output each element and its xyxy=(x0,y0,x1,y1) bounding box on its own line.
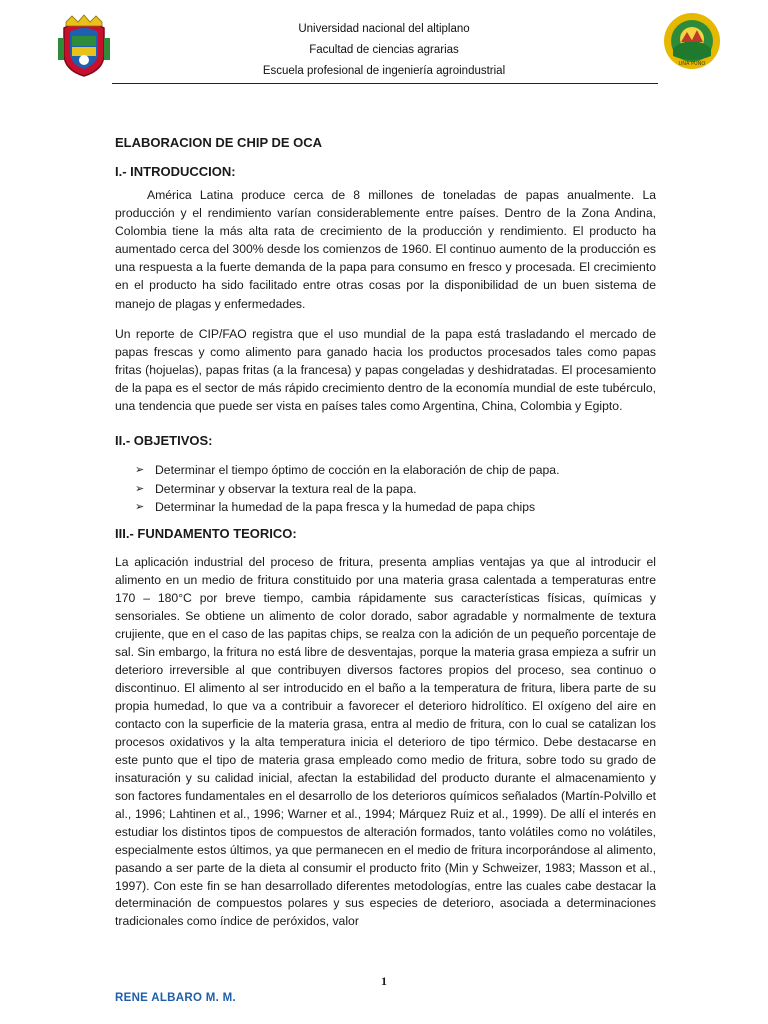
objetivo-text: Determinar la humedad de la papa fresca y la humedad de papa chips xyxy=(155,499,536,514)
objetivos-list xyxy=(115,461,656,516)
objetivo-text: Determinar y observar la textura real de la papa. xyxy=(155,481,417,496)
list-item xyxy=(135,461,656,479)
spacer xyxy=(115,313,656,325)
document-body xyxy=(115,128,656,931)
fundamento-paragraph: La aplicación industrial del proceso de fritura, presenta amplias ventajas ya que al introducir el alimento en un medio de fritura constituido por una materia grasa calentada a temperaturas entre 170 – 180°C por breve tiempo, cambia rápidamente sus características físicas, químicas y sensoriales. Se obtiene un alimento de color dorado, sabor agradable y normalmente de textura crujiente, que en el caso de las papitas chips, se realza con la adición de un pequeño porcentaje de sal. Sin embargo, la fritura no está libre de desventajas, porque la materia grasa empieza a sufrir un deterioro irreversible al que contribuyen diversos factores propios del proceso, sea continuo o discontinuo. El alimento al ser introducido en el baño a la temperatura de fritura, libera parte de su propia humedad, lo que va a contribuir a favorecer el deterioro hidrolítico. El oxígeno del aire en contacto con la superficie de la materia grasa, entra al medio de fritura, con lo cual se catalizan los procesos oxidativos y la alta temperatura inicia el deterioro de tipo térmico. Debe destacarse en este punto que el tipo de materia grasa empleado como medio de fritura, sobre todo su grado de insaturación y su calidad inicial, afectan la estabilidad del producto durante el almacenamiento y son factores fundamentales en el desarrollo de los deterioros químicos señalados (Martín-Polvillo et al., 1996; Lahtinen et al., 1996; Warner et al., 1994; Márquez Ruiz et al., 1999). De allí el interés en estudiar los distintos tipos de compuestos de alteración formados, tanto volátiles como no volátiles, especialmente estos últimos, ya que permanecen en el medio de fritura incorporándose al alimento, pasando a ser parte de la dieta al consumir el producto frito (Min y Schweizer, 1983; Masson et al., 1997). Con este fin se han desarrollado diferentes metodologías, entre las cuales cabe destacar la determinación de compuestos polares y sus especies de deterioro, asociada a determinaciones tradicionales como índice de peróxidos, valor xyxy=(115,555,656,929)
spacer xyxy=(115,415,656,427)
header-divider xyxy=(112,83,658,84)
intro-paragraph-2: Un reporte de CIP/FAO registra que el uso mundial de la papa está trasladando el mercado de papas frescas y como alimento para ganado hacia los productos procesados tales como papas fritas (hojuelas), papas fritas (a la francesa) y papas congeladas y deshidratadas. El procesamiento de la papa es el sector de más rápido crecimiento dentro de la economía mundial de este tubérculo, una tendencia que puede ser vista en países tales como Argentina, China, Colombia y Egipto. xyxy=(115,326,656,414)
faculty-round-logo-icon xyxy=(663,12,721,70)
page-number: 1 xyxy=(381,974,387,988)
objetivo-text: Determinar el tiempo óptimo de cocción en la elaboración de chip de papa. xyxy=(155,463,560,478)
intro-paragraph-1: América Latina produce cerca de 8 millones de toneladas de papas anualmente. La producción y el rendimiento varían considerablemente entre países. Dentro de la Zona Andina, Colombia tiene la más alta rata de crecimiento de la producción y rendimiento. El producto ha aumentado cerca del 300% desde los comienzos de 1960. El continuo aumento de la producción es una respuesta a la fuerte demanda de la papa para consumo en fresco y procesada. El crecimiento en el producto ha sido facilitado entre otras cosas por la disponibilidad de un buen sistema de manejo de plagas y enfermedades. xyxy=(115,188,656,311)
arrowhead-bullet-icon: ➢ xyxy=(135,482,145,495)
arrowhead-bullet-icon: ➢ xyxy=(135,500,145,513)
faculty-name: Facultad de ciencias agrarias xyxy=(309,44,459,56)
document-title: ELABORACION DE CHIP DE OCA xyxy=(115,135,323,150)
university-shield-logo-icon xyxy=(58,14,110,78)
page-header xyxy=(0,0,768,90)
list-item xyxy=(135,480,656,498)
university-name: Universidad nacional del altiplano xyxy=(298,23,470,35)
fundamento-heading: III.- FUNDAMENTO TEORICO: xyxy=(115,526,297,542)
footer-author: RENE ALBARO M. M. xyxy=(115,992,236,1004)
arrowhead-bullet-icon: ➢ xyxy=(135,464,145,477)
institution-header xyxy=(150,19,618,82)
logo-right-caption: UNA PUNO xyxy=(678,61,706,67)
objetivos-heading: II.- OBJETIVOS: xyxy=(115,433,213,449)
school-name: Escuela profesional de ingeniería agroindustrial xyxy=(262,65,506,77)
intro-heading: I.- INTRODUCCION: xyxy=(115,164,236,179)
list-item xyxy=(135,498,656,516)
